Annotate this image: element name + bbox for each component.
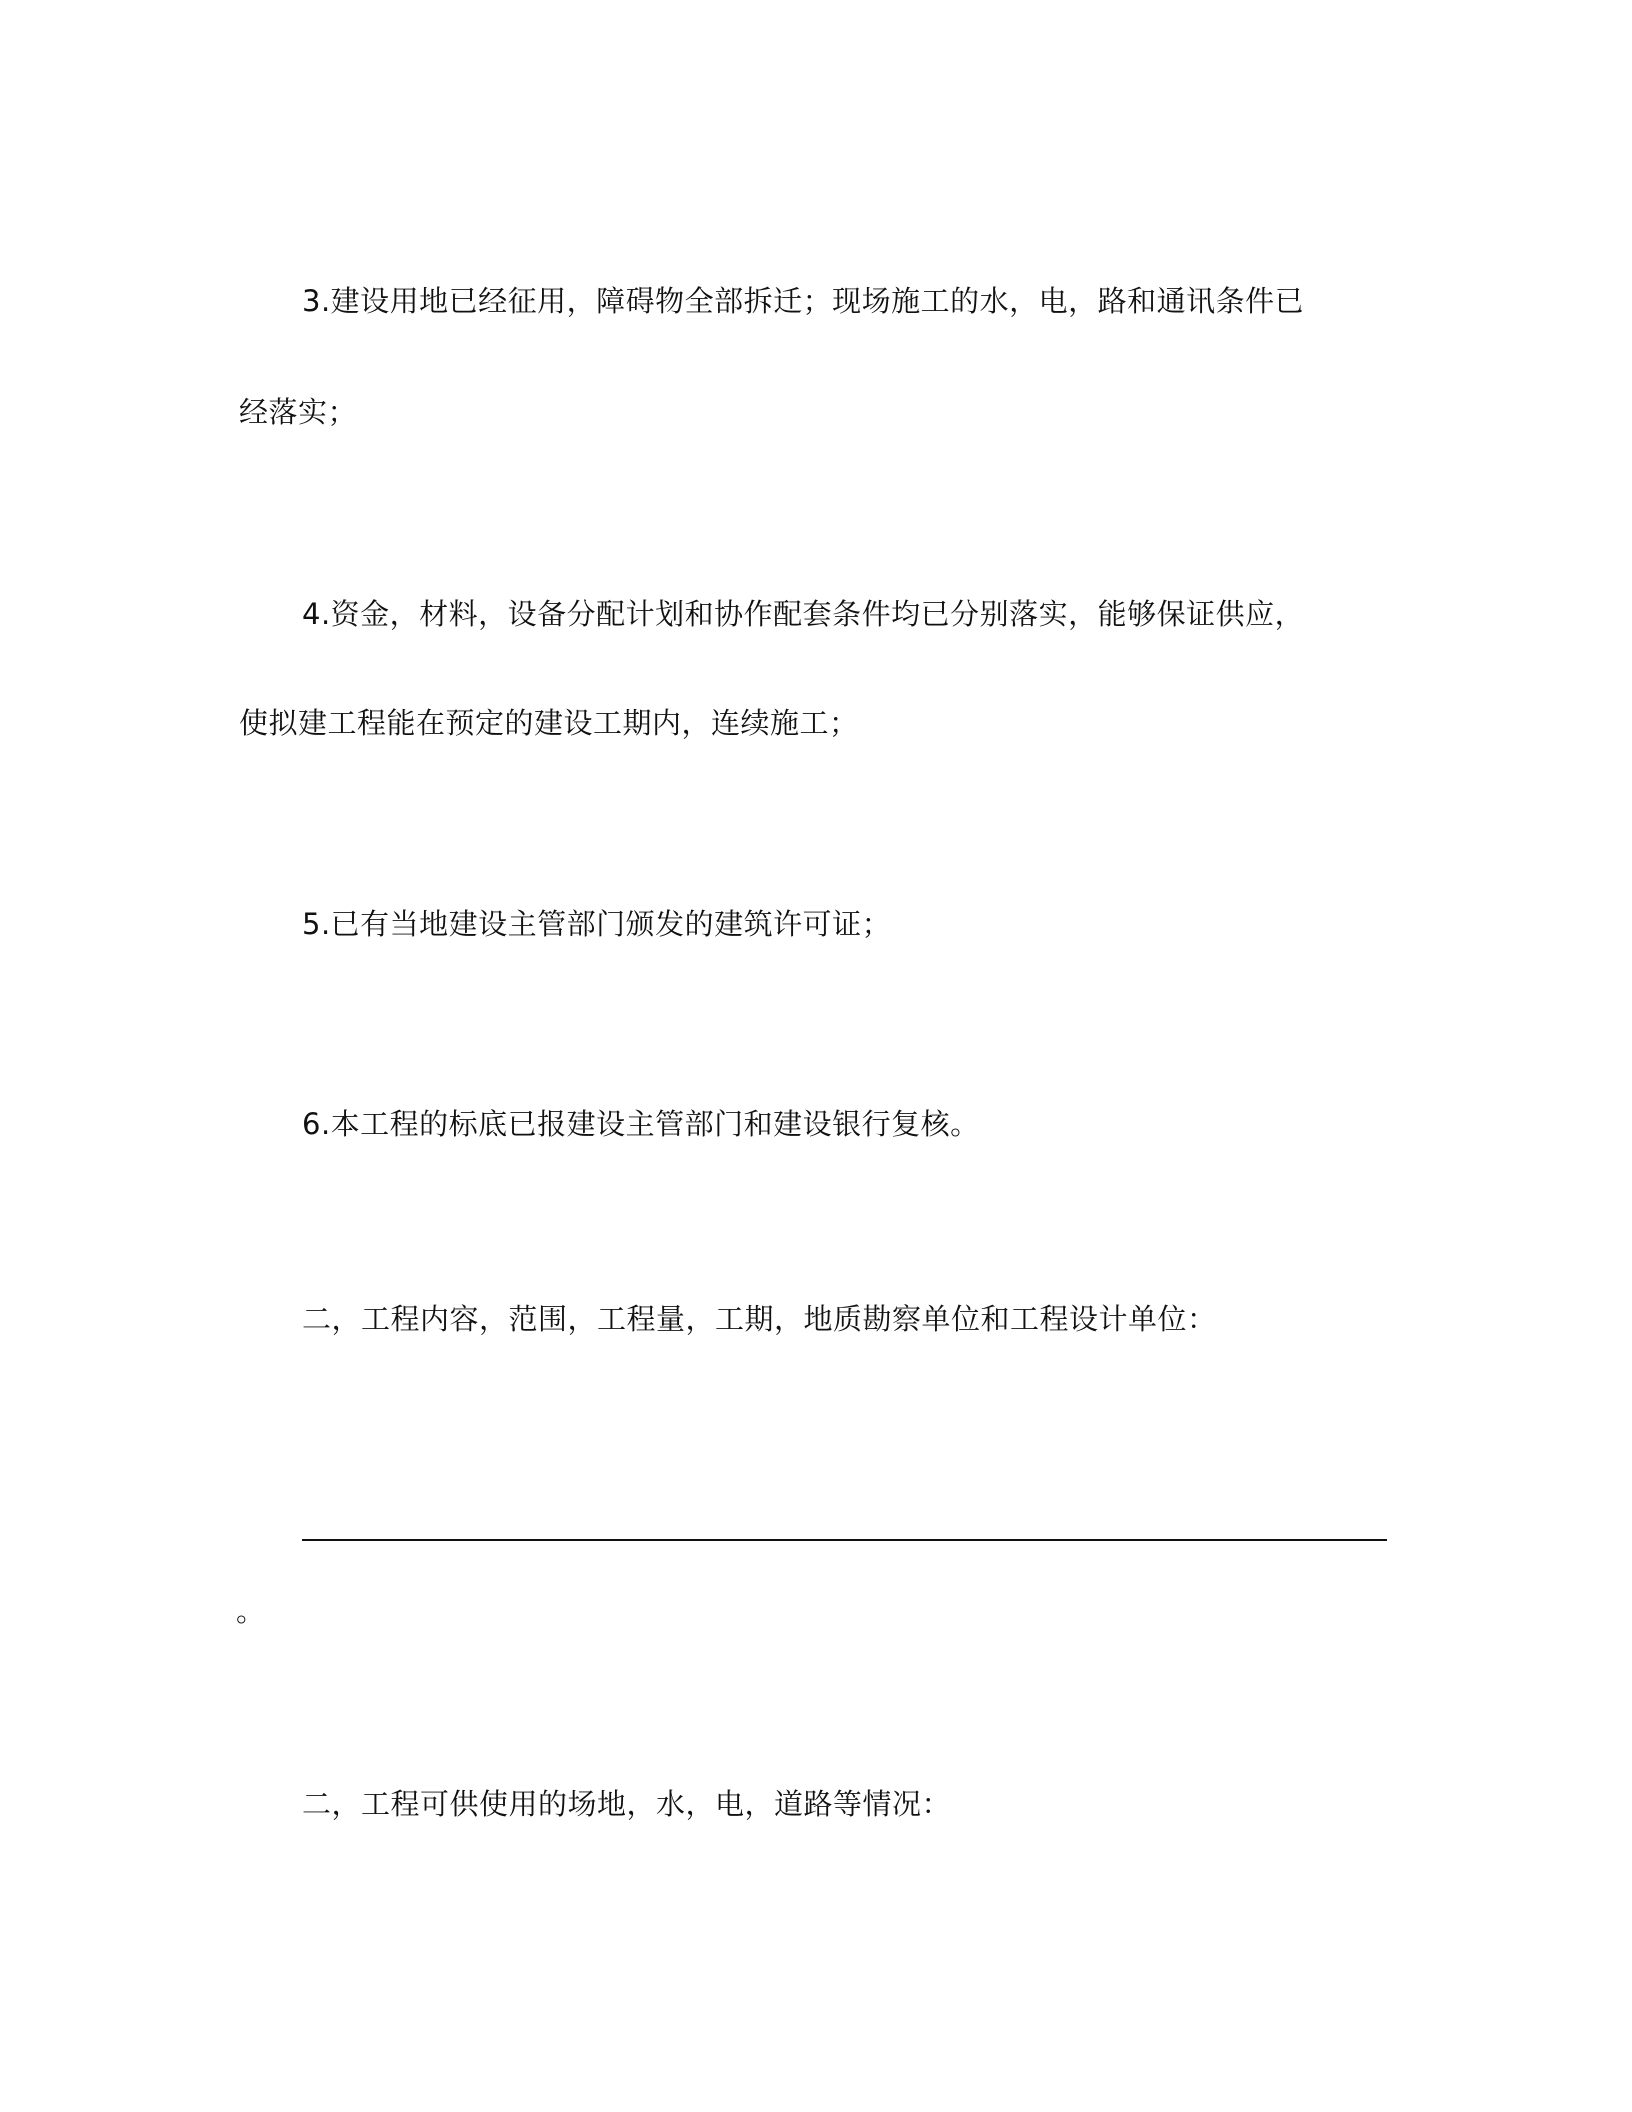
item-3-line-2: 经落实；	[239, 395, 358, 429]
section-site-heading: 二，工程可供使用的场地，水，电，道路等情况：	[302, 1787, 952, 1821]
item-5: 5.已有当地建设主管部门颁发的建筑许可证；	[302, 907, 892, 941]
item-6: 6.本工程的标底已报建设主管部门和建设银行复核。	[302, 1107, 980, 1141]
fill-in-blank-line	[302, 1539, 1387, 1541]
item-4-line-1: 4.资金，材料，设备分配计划和协作配套条件均已分别落实，能够保证供应，	[302, 597, 1305, 631]
blank-end-punctuation: 。	[236, 1594, 266, 1628]
section-scope-heading: 二，工程内容，范围，工程量，工期，地质勘察单位和工程设计单位：	[302, 1302, 1217, 1336]
item-4-line-2: 使拟建工程能在预定的建设工期内，连续施工；	[239, 706, 859, 740]
item-3-line-1: 3.建设用地已经征用，障碍物全部拆迁；现场施工的水，电，路和通讯条件已	[302, 284, 1305, 318]
